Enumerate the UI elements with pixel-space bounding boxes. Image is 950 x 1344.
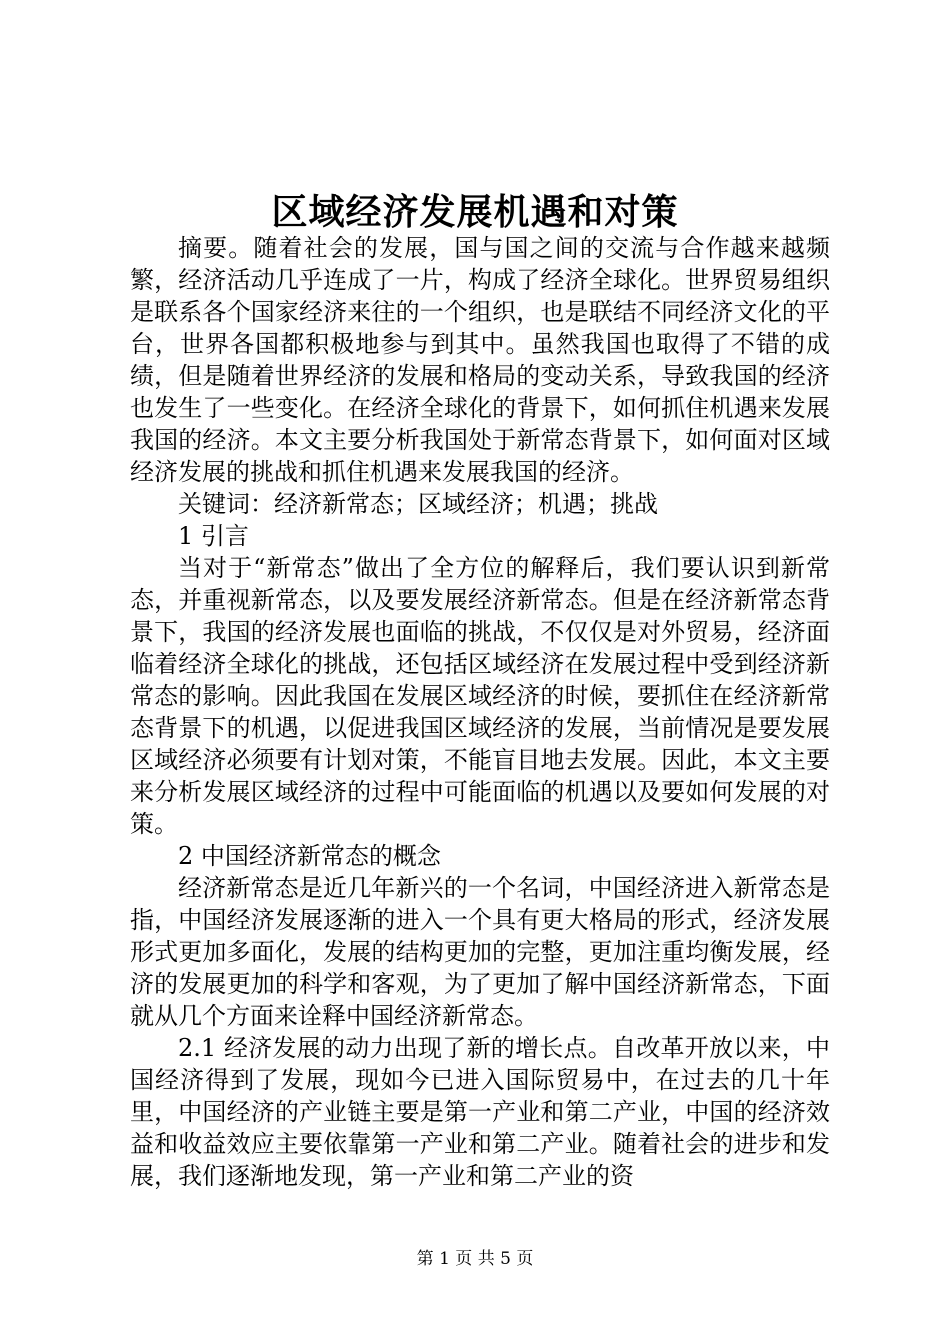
keywords-line: 关键词：经济新常态；区域经济；机遇；挑战 [178,490,658,518]
abstract-paragraph: 摘要。随着社会的发展，国与国之间的交流与合作越来越频繁，经济活动几乎连成了一片，构成了经济全球化。世界贸易组织是联系各个国家经济来往的一个组织，也是联结不同经济文化的平台，世界各国都积极地参与到其中。虽然我国也取得了不错的成绩，但是随着世界经济的发展和格局的变动关系，导致我国的经济也发生了一些变化。在经济全球化的背景下，如何抓住机遇来发展我国的经济。本文主要分析我国处于新常态背景下，如何面对区域经济发展的挑战和抓住机遇来发展我国的经济。 [130,234,830,486]
page-footer: 第 1 页 共 5 页 [416,1249,534,1269]
body-paragraph-concept: 经济新常态是近几年新兴的一个名词，中国经济进入新常态是指，中国经济发展逐渐的进入一个具有更大格局的形式，经济发展形式更加多面化，发展的结构更加的完整，更加注重均衡发展，经济的发展更加的科学和客观，为了更加了解中国经济新常态，下面就从几个方面来诠释中国经济新常态。 [130,874,830,1030]
body-paragraph-intro: 当对于“新常态”做出了全方位的解释后，我们要认识到新常态，并重视新常态，以及要发展经济新常态。但是在经济新常态背景下，我国的经济发展也面临的挑战，不仅仅是对外贸易，经济面临着经济全球化的挑战，还包括区域经济在发展过程中受到经济新常态的影响。因此我国在发展区域经济的时候，要抓住在经济新常态背景下的机遇，以促进我国区域经济的发展，当前情况是要发展区域经济必须要有计划对策，不能盲目地去发展。因此，本文主要来分析发展区域经济的过程中可能面临的机遇以及要如何发展的对策。 [130,554,830,838]
document-title: 区域经济发展机遇和对策 [271,191,679,233]
section-heading-1: 1 引言 [178,522,249,550]
document-body [130,232,830,1192]
body-paragraph-2-1: 2.1 经济发展的动力出现了新的增长点。自改革开放以来，中国经济得到了发展，现如今已进入国际贸易中，在过去的几十年里，中国经济的产业链主要是第一产业和第二产业，中国的经济效益和收益效应主要依靠第一产业和第二产业。随着社会的进步和发展，我们逐渐地发现，第一产业和第二产业的资 [130,1034,830,1190]
section-heading-2: 2 中国经济新常态的概念 [178,842,441,870]
